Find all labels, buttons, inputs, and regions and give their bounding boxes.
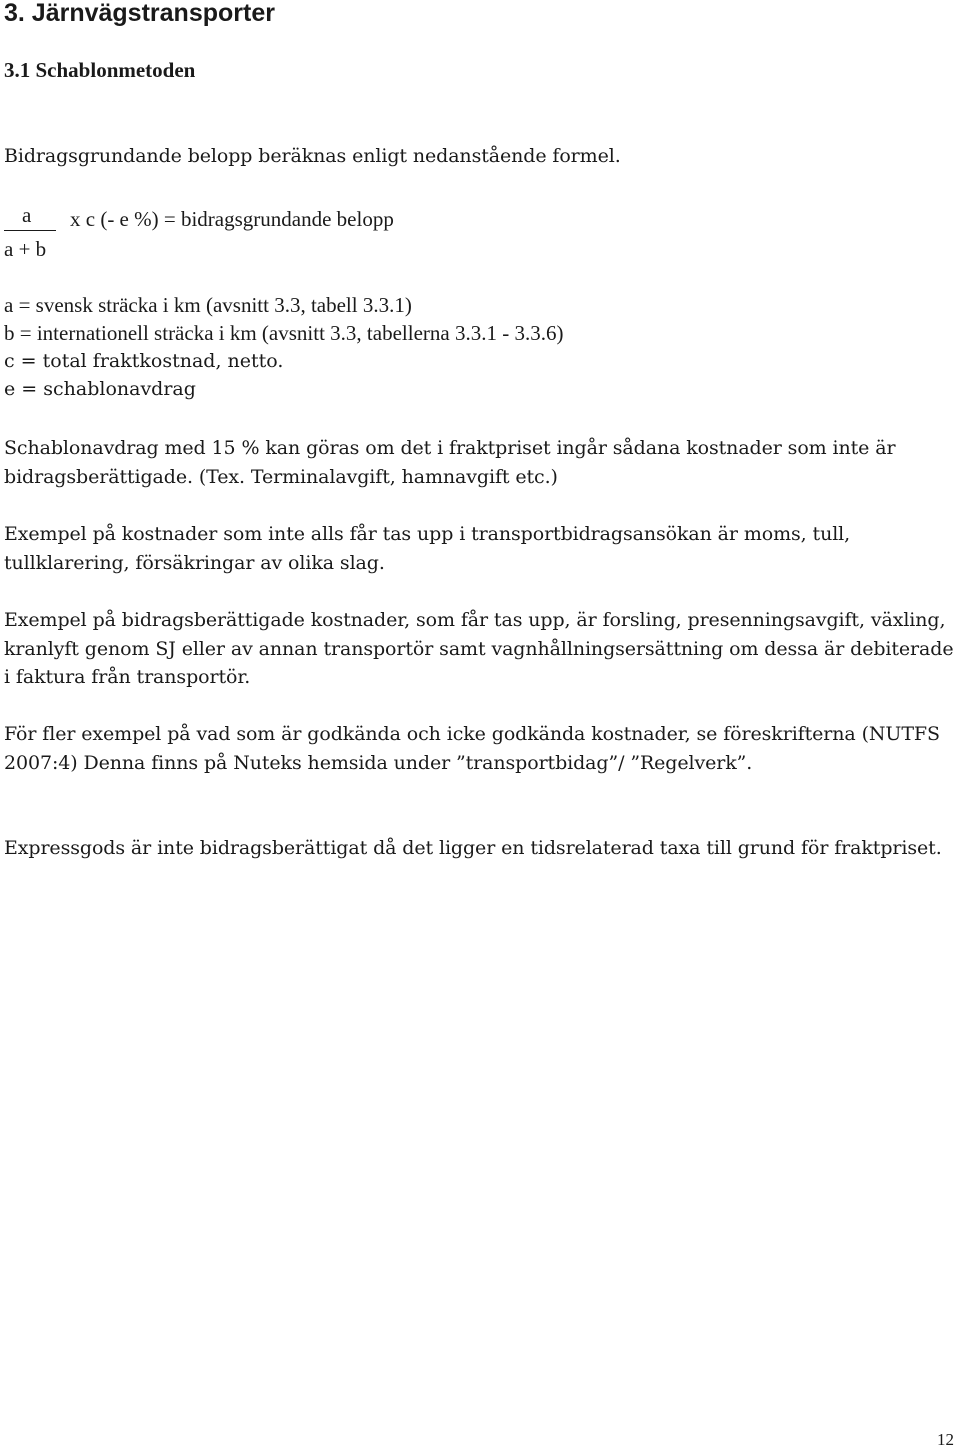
page-number: 12 xyxy=(937,1430,954,1449)
definition-c: c = total fraktkostnad, netto. xyxy=(4,350,284,372)
section-heading: 3. Järnvägstransporter xyxy=(4,0,275,27)
variable-definitions xyxy=(4,291,563,403)
paragraph-expressgods: Expressgods är inte bidragsberättigat då det ligger en tidsrelaterad taxa till grund för fraktpriset. xyxy=(4,837,942,859)
formula-expression: x c (- e %) = bidragsgrundande belopp xyxy=(70,207,394,231)
definition-a: a = svensk sträcka i km (avsnitt 3.3, tabell 3.3.1) xyxy=(4,293,412,317)
formula-numerator: a xyxy=(22,203,32,227)
paragraph-schablonavdrag: Schablonavdrag med 15 % kan göras om det i fraktpriset ingår sådana kostnader som inte är bidragsberättigade. (Tex. Terminalavgift, hamnavgift etc.) xyxy=(4,437,896,488)
paragraph-non-eligible-costs: Exempel på kostnader som inte alls får tas upp i transportbidragsansökan är moms, tull, tullklarering, försäkringar av olika slag. xyxy=(4,523,851,574)
paragraph-eligible-costs: Exempel på bidragsberättigade kostnader, som får tas upp, är forsling, presenningsavgift, växling, kranlyft genom SJ eller av annan transportör samt vagnhållningsersättning om dessa är debiterade i faktura från transportör. xyxy=(4,609,954,688)
paragraph-more-examples: För fler exempel på vad som är godkända och icke godkända kostnader, se föreskrifterna (NUTFS 2007:4) Denna finns på Nuteks hemsida under ”transportbidag”/ ”Regelverk”. xyxy=(4,723,940,774)
formula-denominator: a + b xyxy=(4,237,47,261)
subsection-heading: 3.1 Schablonmetoden xyxy=(4,58,196,82)
intro-paragraph: Bidragsgrundande belopp beräknas enligt nedanstående formel. xyxy=(4,145,621,167)
definition-e: e = schablonavdrag xyxy=(4,378,196,400)
definition-b: b = internationell sträcka i km (avsnitt 3.3, tabellerna 3.3.1 - 3.3.6) xyxy=(4,321,564,345)
fraction-bar xyxy=(4,230,56,231)
